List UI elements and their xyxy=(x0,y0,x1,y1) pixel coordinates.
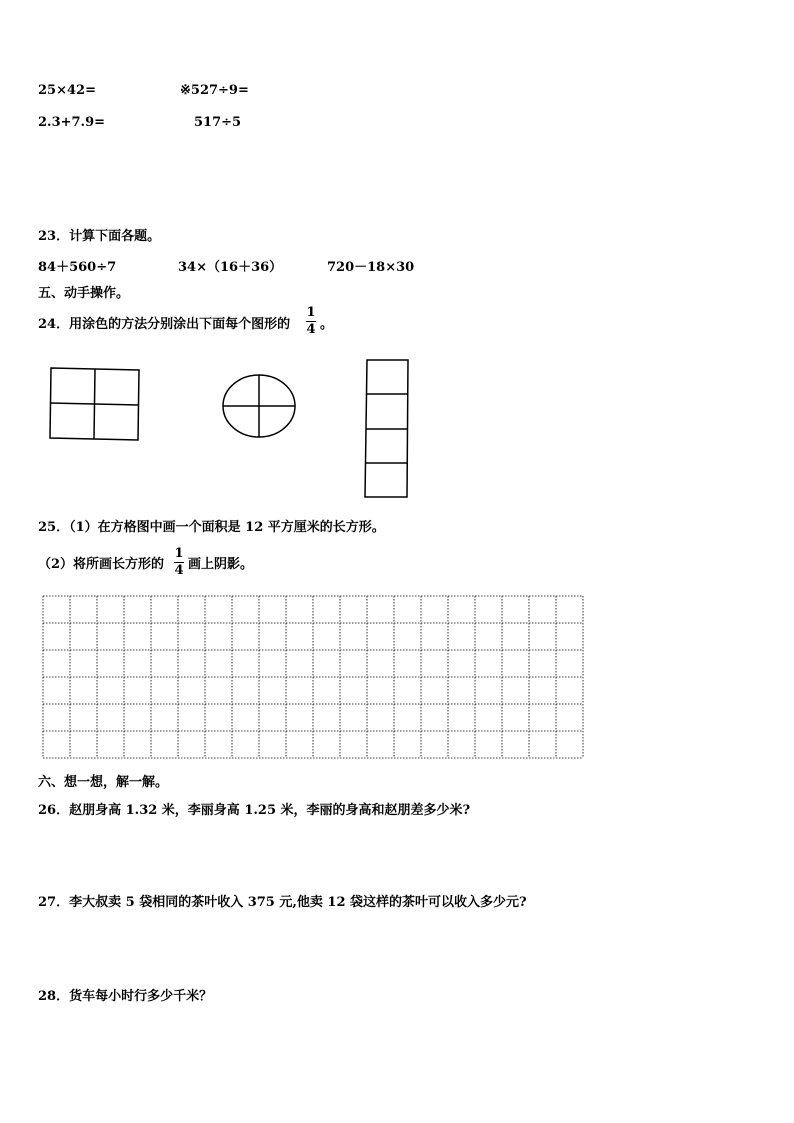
q24-end: 。 xyxy=(320,317,334,332)
q24-fraction-numerator: 1 xyxy=(306,305,316,320)
q25-part2: （2）将所画长方形的 xyxy=(38,557,165,572)
q25-part2-end: 画上阴影。 xyxy=(188,557,254,572)
rectangle-divider-horizontal xyxy=(50,403,138,405)
calc-2-left: 2.3+7.9= xyxy=(38,115,106,130)
circle-figure[interactable] xyxy=(223,375,295,437)
strip-figure[interactable] xyxy=(365,360,408,497)
q24-fraction-denominator: 4 xyxy=(306,322,316,337)
q23-item-1: 84＋560÷7 xyxy=(38,260,117,275)
square-grid[interactable] xyxy=(43,596,583,758)
q25-fraction-denominator: 4 xyxy=(174,563,184,578)
calc-2-right: 517÷5 xyxy=(194,115,242,130)
q24-text: 24．用涂色的方法分别涂出下面每个图形的 xyxy=(38,317,291,332)
q23-item-3: 720－18×30 xyxy=(327,260,415,275)
q26-text: 26．赵朋身高 1.32 米，李丽身高 1.25 米，李丽的身高和赵朋差多少米? xyxy=(38,803,471,818)
q27-text: 27．李大叔卖 5 袋相同的茶叶收入 375 元,他卖 12 袋这样的茶叶可以收入多少元? xyxy=(38,895,527,910)
q28-text: 28．货车每小时行多少千米？ xyxy=(38,989,213,1004)
calc-1-right: ※527÷9= xyxy=(180,83,249,98)
q23-title: 23．计算下面各题。 xyxy=(38,229,161,244)
calc-1-left: 25×42= xyxy=(38,83,96,98)
q25-fraction-numerator: 1 xyxy=(174,546,184,561)
section-6-heading: 六、想一想，解一解。 xyxy=(38,775,169,790)
q23-item-2: 34×（16＋36） xyxy=(178,260,283,275)
q25-part1: 25．（1）在方格图中画一个面积是 12 平方厘米的长方形。 xyxy=(38,520,385,535)
rectangle-figure[interactable] xyxy=(50,368,139,440)
section-5-heading: 五、动手操作。 xyxy=(38,286,130,301)
